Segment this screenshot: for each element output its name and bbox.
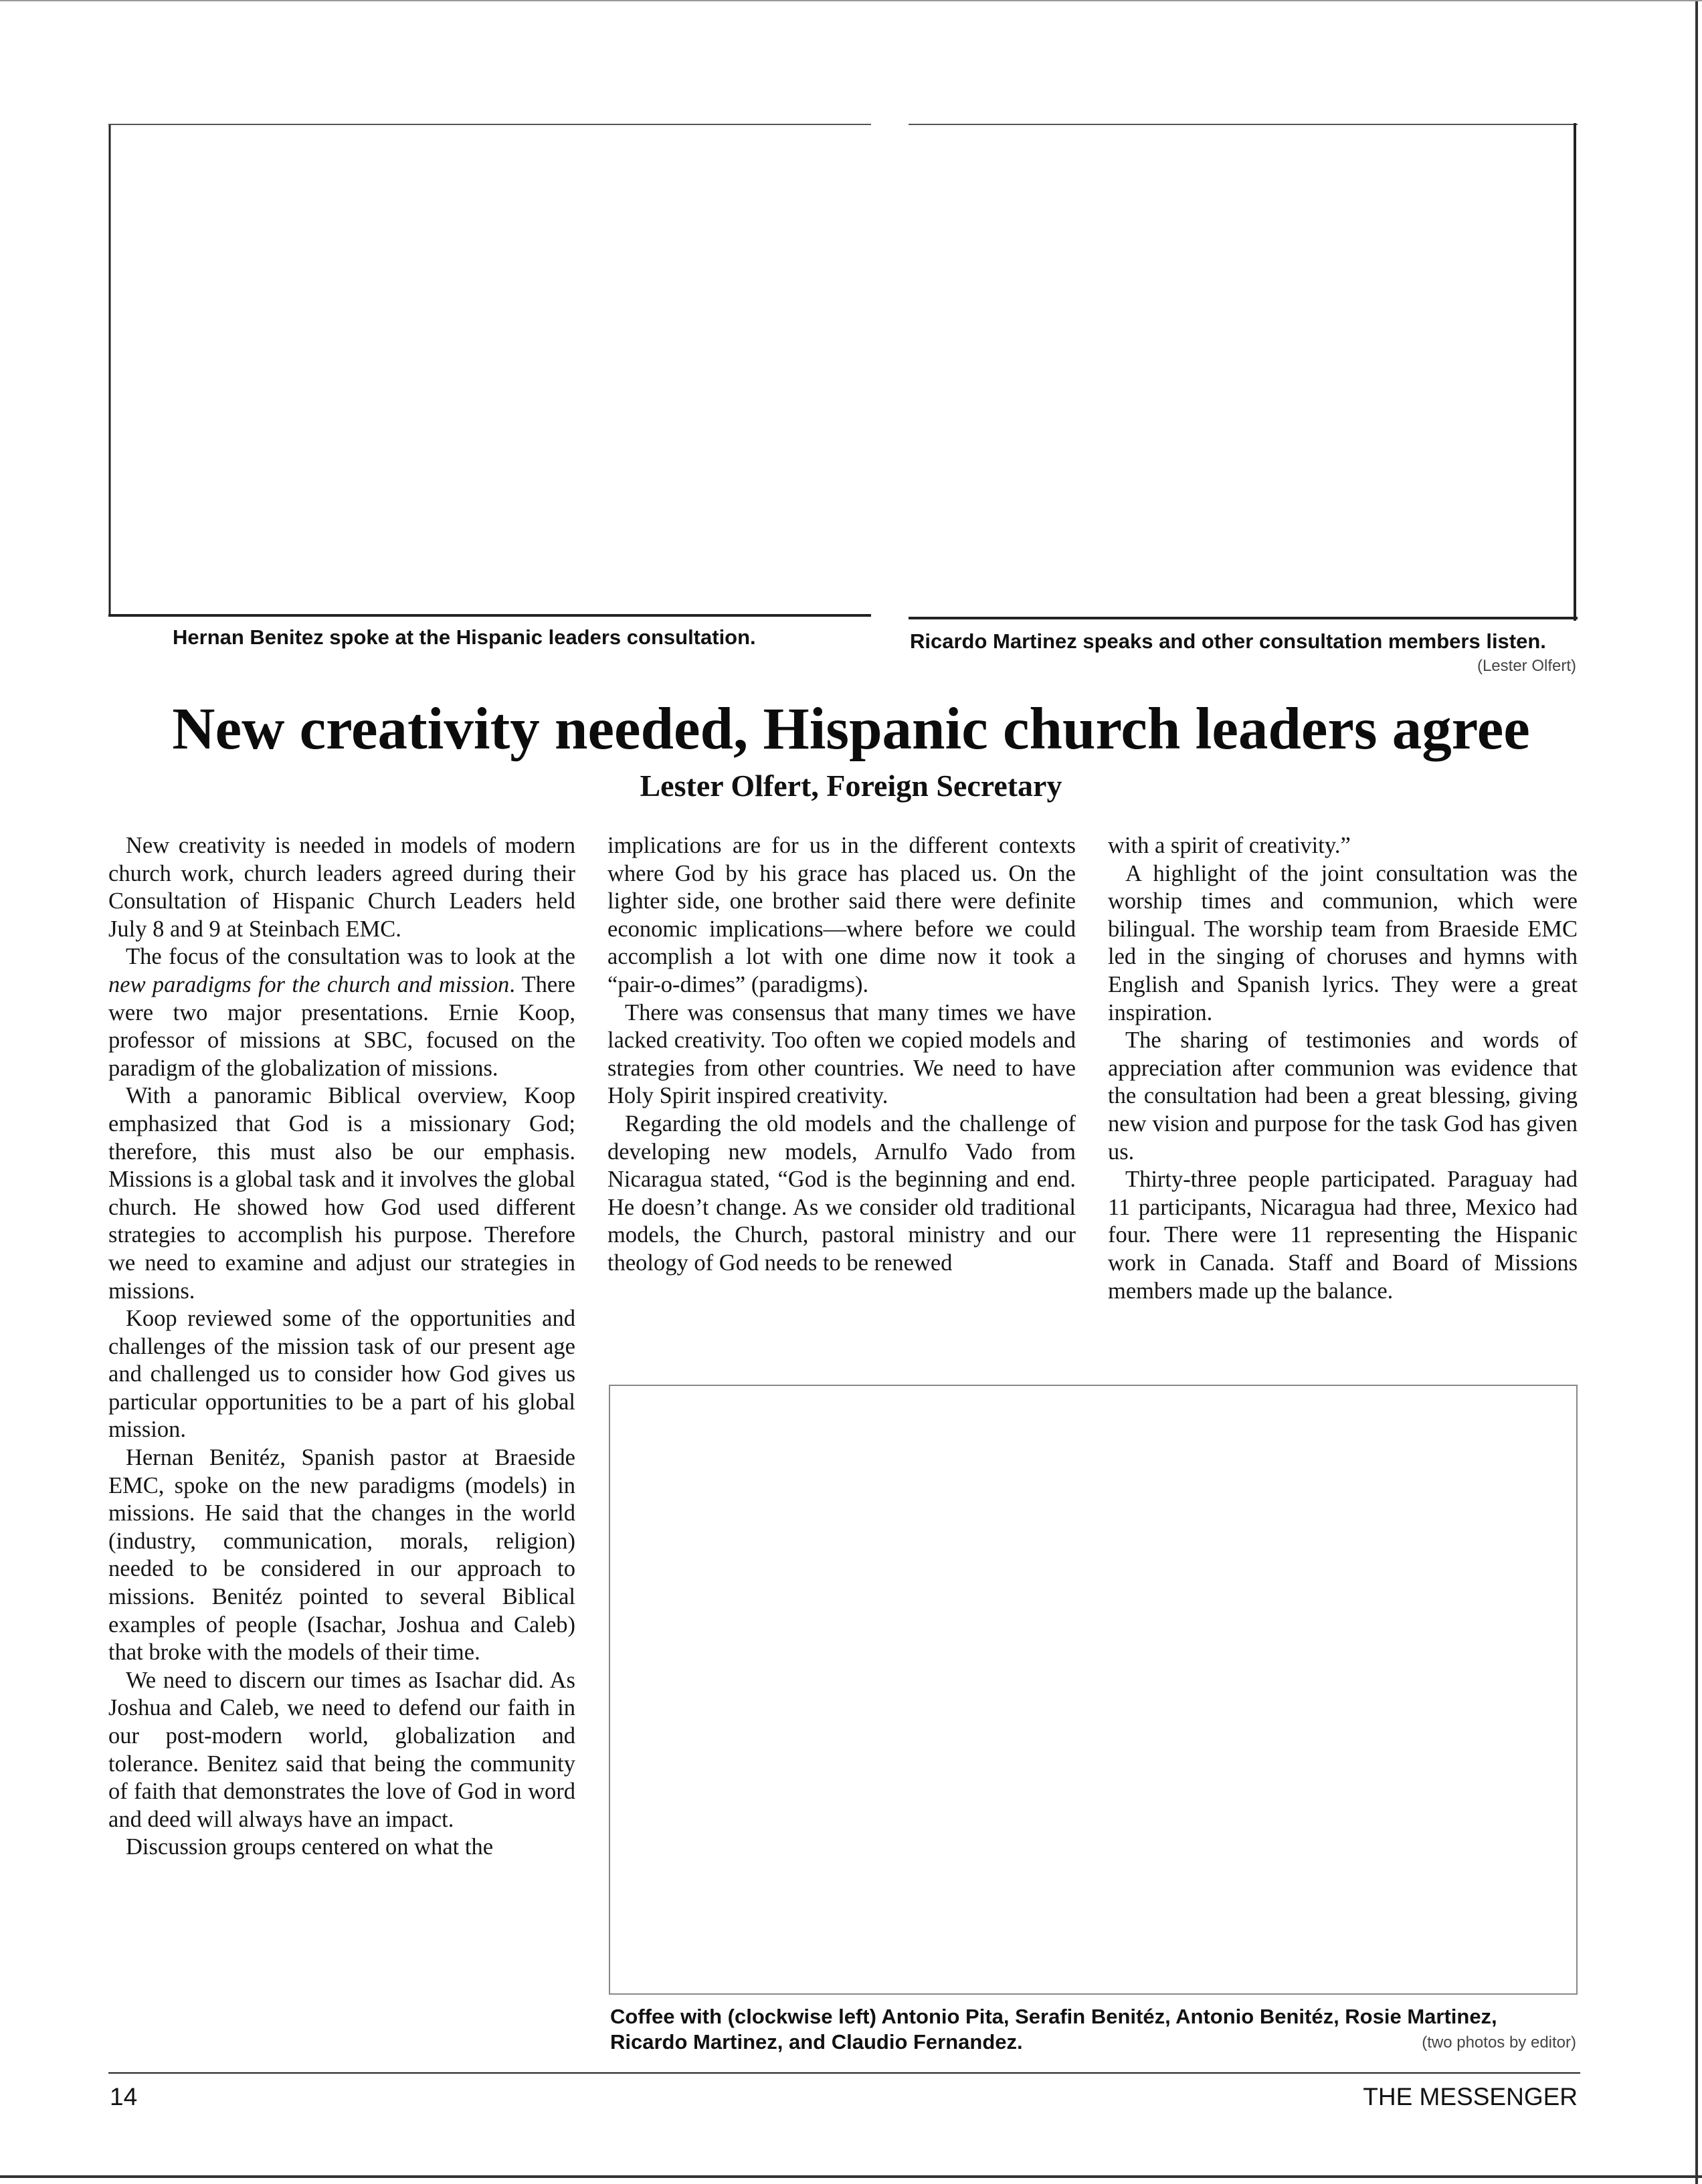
- photo-bottom-caption-line2: Ricardo Martinez, and Claudio Fernandez.: [610, 2030, 1023, 2054]
- photo-top-right-credit: (Lester Olfert): [1477, 657, 1576, 675]
- photo-top-right-caption: [910, 629, 1576, 654]
- paragraph: [108, 943, 575, 1082]
- paragraph: Thirty-three people participated. Paraguay had 11 participants, Nicaragua had three, Mexico had four. There were 11 representing the Hispanic work in Canada. Staff and Board of Missions members made up the balance.: [1108, 1167, 1578, 1304]
- paragraph: Discussion groups centered on what the: [126, 1834, 494, 1860]
- article-column-1: [108, 832, 575, 1862]
- article-column-2: [607, 832, 1076, 1278]
- photo-top-left: [108, 123, 871, 618]
- paragraph: Hernan Benitéz, Spanish pastor at Braeside EMC, spoke on the new paradigms (models) in missions. He said that the changes in the world (industry, communication, morals, religion) needed to be considered in our approach to missions. Benitéz pointed to several Biblical examples of people (Isachar, Joshua and Caleb) that broke with the models of their time.: [108, 1445, 575, 1666]
- photo-top-right-frame: [909, 123, 1578, 621]
- photo-bottom-credit: (two photos by editor): [1422, 2033, 1576, 2052]
- photo-bottom: [609, 1385, 1578, 1995]
- paragraph: The sharing of testimonies and words of appreciation after communion was evidence that the consultation had been a great blessing, giving new vision and purpose for the task God has given us.: [1108, 1027, 1578, 1165]
- paragraph: Koop reviewed some of the opportunities and challenges of the mission task of our present age and challenged us to consider how God gives us particular opportunities to be a part of his global mission.: [108, 1306, 575, 1443]
- article-headline: New creativity needed, Hispanic church leaders agree: [172, 696, 1530, 762]
- paragraph: with a spirit of creativity.”: [1108, 833, 1351, 858]
- photo-bottom-caption-line1: Coffee with (clockwise left) Antonio Pita, Serafin Benitéz, Antonio Benitéz, Rosie Martinez,: [610, 2005, 1497, 2028]
- footer-rule: [108, 2072, 1580, 2074]
- paragraph-text: . There were two major presentations. Ernie Koop, professor of missions at SBC, focused on the paradigm of the globalization of missions.: [108, 971, 575, 1081]
- emphasis-text: new paradigms for the church and mission: [108, 971, 510, 997]
- paragraph-text: The focus of the consultation was to look at the: [126, 944, 575, 970]
- photo-top-right-caption-text: Ricardo Martinez speaks and other consultation members listen.: [910, 629, 1546, 653]
- paragraph: Regarding the old models and the challenge of developing new models, Arnulfo Vado from Nicaragua stated, “God is the beginning and end. He doesn’t change. As we consider old traditional models, the Church, pastoral ministry and our theology of God needs to be renewed: [607, 1110, 1076, 1276]
- paragraph: There was consensus that many times we have lacked creativity. Too often we copied models and strategies from other countries. We need to have Holy Spirit inspired creativity.: [607, 999, 1076, 1109]
- scan-edge-right: [1695, 0, 1698, 2184]
- paragraph: implications are for us in the different contexts where God by his grace has placed us. On the lighter side, one brother said there were definite economic implications—where before we could accomplish a lot with one dime now it took a “pair-o-dimes” (paradigms).: [607, 833, 1076, 997]
- photo-top-right: [909, 123, 1578, 621]
- paragraph: With a panoramic Biblical overview, Koop emphasized that God is a missionary God; therefore, this must also be our emphasis. Missions is a global task and it involves the global church. He showed how God used different strategies to accomplish his purpose. Therefore we need to examine and adjust our strategies in missions.: [108, 1083, 575, 1304]
- paragraph: New creativity is needed in models of modern church work, church leaders agreed during their Consultation of Hispanic Church Leaders held July 8 and 9 at Steinbach EMC.: [108, 833, 575, 942]
- article-byline: Lester Olfert, Foreign Secretary: [640, 769, 1062, 803]
- publication-name: THE MESSENGER: [1363, 2083, 1578, 2110]
- paragraph: A highlight of the joint consultation was the worship times and communion, which were bilingual. The worship team from Braeside EMC led in the singing of choruses and hymns with English and Spanish lyrics. They were a great inspiration.: [1108, 860, 1578, 1025]
- paragraph: We need to discern our times as Isachar did. As Joshua and Caleb, we need to defend our faith in our post-modern world, globalization and tolerance. Benitez said that being the community of faith that demonstrates the love of God in word and deed will always have an impact.: [108, 1667, 575, 1832]
- photo-top-left-caption: Hernan Benitez spoke at the Hispanic leaders consultation.: [173, 625, 756, 649]
- page-number: 14: [110, 2083, 138, 2110]
- scan-edge-bottom: [0, 2175, 1702, 2178]
- scan-edge-top: [0, 0, 1702, 1]
- photo-top-left-frame: [108, 123, 871, 618]
- article-column-3: [1108, 832, 1578, 1305]
